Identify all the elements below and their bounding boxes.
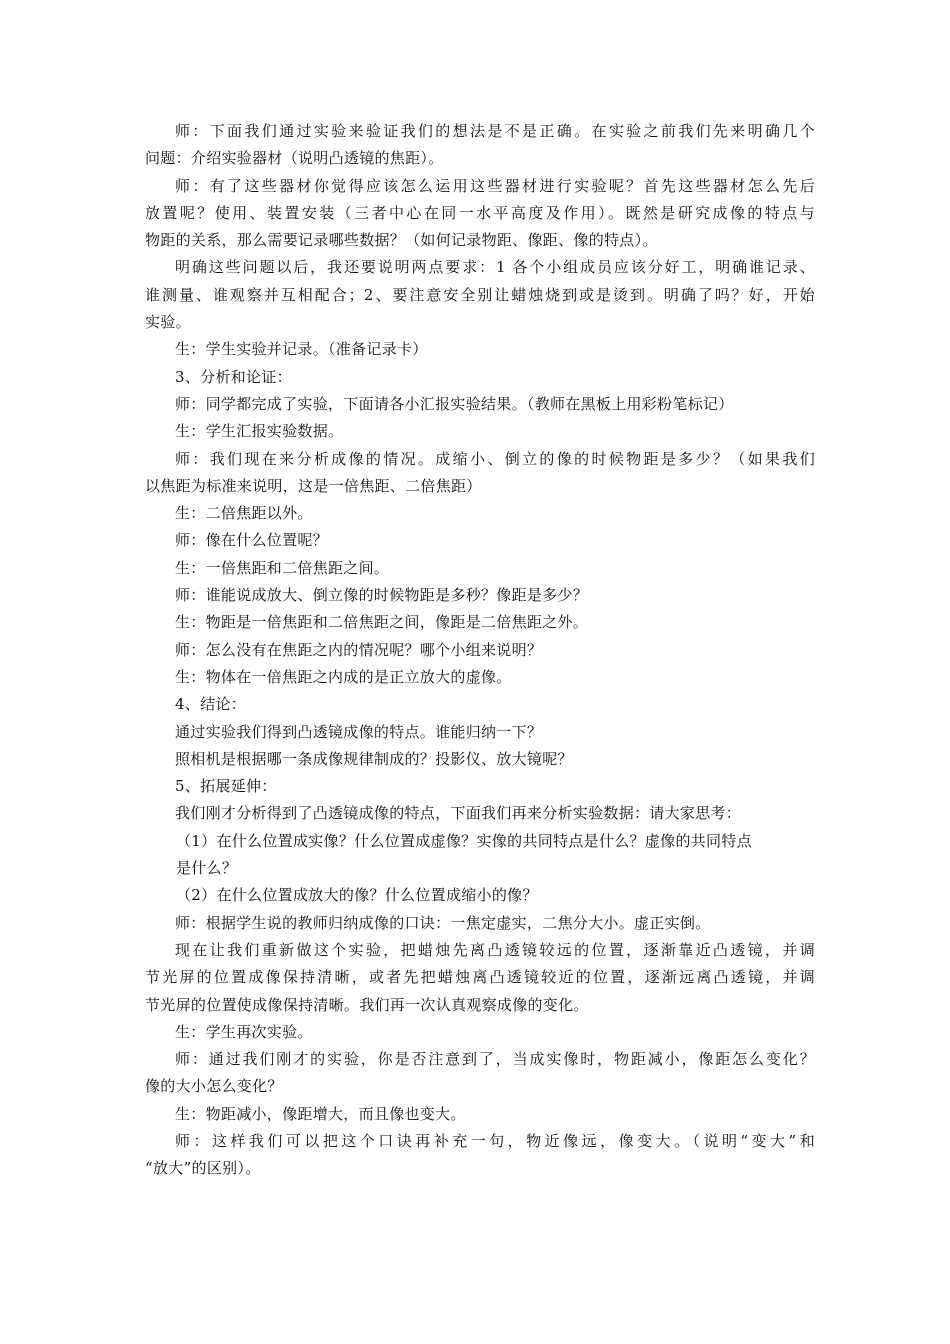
text-line: 生：物距减小，像距增大，而且像也变大。	[175, 1104, 466, 1123]
question-line: 是什么？	[176, 859, 238, 878]
text-line: 明确这些问题以后，我还要说明两点要求：1 各个小组成员应该分好工，明确谁记录、	[175, 258, 815, 277]
text-line: 师：怎么没有在焦距之内的情况呢？哪个小组来说明？	[175, 640, 543, 659]
document-body	[145, 118, 815, 1183]
text-line: 师：通过我们刚才的实验，你是否注意到了，当成实像时，物距减小，像距怎么变化？	[175, 1050, 815, 1069]
text-line: 生：学生汇报实验数据。	[175, 422, 344, 441]
text-line: 师：根据学生说的教师归纳成像的口诀：一焦定虚实，二焦分大小。虚正实倒。	[175, 913, 711, 932]
text-line: 照相机是根据哪一条成像规律制成的？投影仪、放大镜呢？	[175, 749, 573, 768]
text-line: 生：二倍焦距以外。	[175, 504, 313, 523]
text-line: 生：学生再次实验。	[175, 1022, 313, 1041]
text-line: 谁测量、谁观察并互相配合；2、要注意安全别让蜡烛烧到或是烫到。明确了吗？好，开始	[145, 285, 815, 304]
text-line: 放置呢？使用、装置安装（三者中心在同一水平高度及作用）。既然是研究成像的特点与	[145, 203, 815, 222]
section-heading: 4、结论：	[175, 695, 247, 714]
question-line: （2）在什么位置成放大的像？什么位置成缩小的像？	[176, 886, 538, 905]
text-line: 生：物体在一倍焦距之内成的是正立放大的虚像。	[175, 667, 512, 686]
text-line: 师：同学都完成了实验，下面请各小汇报实验结果。（教师在黑板上用彩粉笔标记）	[175, 394, 734, 413]
text-line: 节光屏的位置使成像保持清晰。我们再一次认真观察成像的变化。	[145, 995, 589, 1014]
text-line: 以焦距为标准来说明，这是一倍焦距、二倍焦距）	[145, 476, 482, 495]
text-line: 师：谁能说成放大、倒立像的时候物距是多秒？像距是多少？	[175, 586, 589, 605]
text-line: 节光屏的位置成像保持清晰，或者先把蜡烛离凸透镜较近的位置，逐渐远离凸透镜，并调	[145, 968, 815, 987]
text-line: 师：我们现在来分析成像的情况。成缩小、倒立的像的时候物距是多少？（如果我们	[175, 449, 815, 468]
text-line: 师：像在什么位置呢？	[175, 531, 329, 550]
text-line: 生：物距是一倍焦距和二倍焦距之间，像距是二倍焦距之外。	[175, 613, 589, 632]
text-line: 物距的关系，那么需要记录哪些数据？（如何记录物距、像距、像的特点）。	[145, 231, 658, 250]
section-heading: 5、拓展延伸：	[175, 777, 277, 796]
text-line: 问题：介绍实验器材（说明凸透镜的焦距）。	[145, 149, 444, 168]
text-line: 像的大小怎么变化？	[145, 1077, 283, 1096]
text-line: 生：学生实验并记录。（准备记录卡）	[175, 340, 428, 359]
text-line: 师：下面我们通过实验来验证我们的想法是不是正确。在实验之前我们先来明确几个	[175, 122, 815, 140]
text-line: “放大”的区别）。	[145, 1159, 261, 1178]
text-line: 师：有了这些器材你觉得应该怎么运用这些器材进行实验呢？首先这些器材怎么先后	[175, 176, 815, 195]
text-line: 师：这样我们可以把这个口诀再补充一句，物近像远，像变大。（说明“变大”和	[175, 1131, 815, 1150]
text-line: 实验。	[145, 313, 191, 332]
text-line: 生：一倍焦距和二倍焦距之间。	[175, 558, 390, 577]
question-line: （1）在什么位置成实像？什么位置成虚像？实像的共同特点是什么？虚像的共同特点	[176, 831, 752, 850]
text-line: 我们刚才分析得到了凸透镜成像的特点，下面我们再来分析实验数据：请大家思考：	[175, 804, 742, 823]
text-line: 现在让我们重新做这个实验，把蜡烛先离凸透镜较远的位置，逐渐靠近凸透镜，并调	[175, 940, 815, 959]
section-heading: 3、分析和论证：	[175, 367, 292, 386]
text-line: 通过实验我们得到凸透镜成像的特点。谁能归纳一下？	[175, 722, 543, 741]
